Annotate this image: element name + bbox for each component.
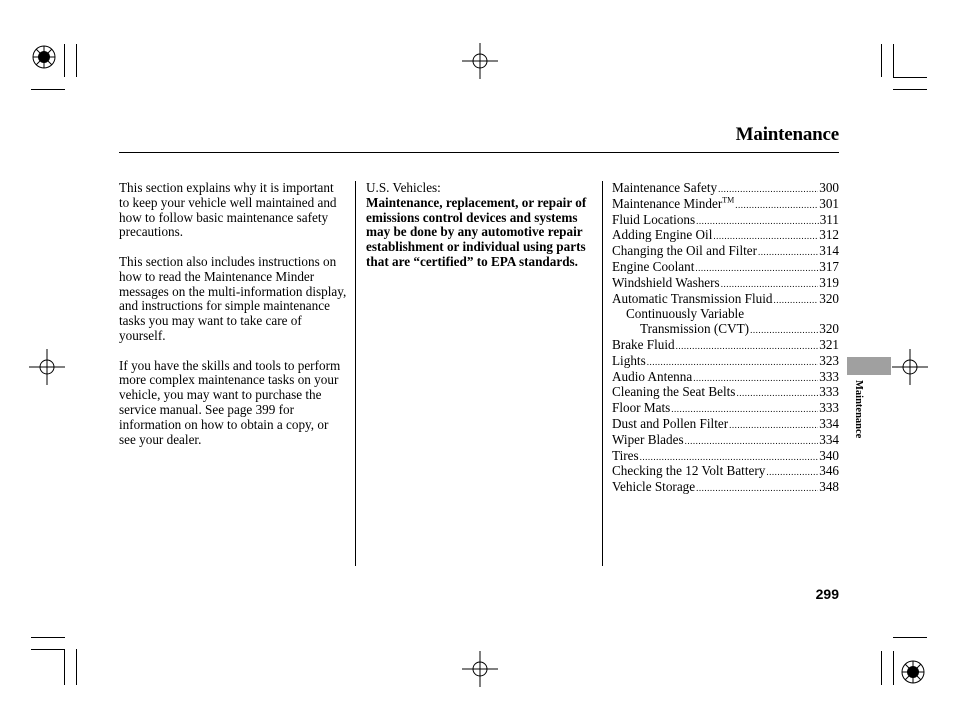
toc-page: 320 <box>819 290 839 306</box>
toc-page: 317 <box>819 258 839 274</box>
section-tab <box>847 357 891 375</box>
trademark-mark: TM <box>722 195 735 205</box>
toc-page: 334 <box>819 431 839 447</box>
page-title: Maintenance <box>735 124 839 145</box>
toc-page: 300 <box>819 180 839 195</box>
intro-paragraph: This section also includes instructions on how to read the Maintenance Minder messages on the multi-information display, and instructions for simple maintenance tasks you may want to take care of yourself. <box>119 253 347 343</box>
toc-item[interactable] <box>612 433 839 449</box>
section-side-label: Maintenance <box>853 380 864 439</box>
intro-paragraph: This section explains why it is important to keep your vehicle well maintained and how to follow basic maintenance safety precautions. <box>119 180 337 240</box>
toc-label: Wiper Blades <box>612 431 684 447</box>
toc-item[interactable] <box>612 417 839 433</box>
toc-item[interactable] <box>612 464 839 480</box>
toc-item[interactable] <box>612 276 839 292</box>
toc-page: 314 <box>819 243 839 259</box>
toc-label: Maintenance Minder <box>612 195 723 211</box>
toc-label: Changing the Oil and Filter <box>612 243 758 259</box>
table-of-contents <box>612 181 839 496</box>
title-rule <box>119 152 839 153</box>
starburst-icon <box>33 46 55 68</box>
toc-page: 301 <box>819 195 839 211</box>
toc-page: 321 <box>819 336 839 352</box>
toc-item[interactable] <box>612 292 839 308</box>
intro-column <box>119 181 347 462</box>
toc-item[interactable] <box>612 213 839 229</box>
toc-label: Continuously Variable <box>626 306 745 322</box>
toc-page: 311 <box>819 211 839 227</box>
toc-label: Automatic Transmission Fluid <box>612 290 773 306</box>
toc-label: Maintenance Safety <box>612 180 718 195</box>
column-divider <box>355 181 356 566</box>
toc-item[interactable] <box>612 244 839 260</box>
toc-label: Fluid Locations <box>612 211 696 227</box>
notice-heading: U.S. Vehicles: <box>366 180 441 195</box>
toc-page: 312 <box>819 227 839 243</box>
toc-label: Vehicle Storage <box>612 479 696 495</box>
toc-page: 333 <box>819 400 839 416</box>
toc-item <box>612 307 839 322</box>
crosshair-icon <box>29 349 65 385</box>
toc-item[interactable] <box>612 197 839 213</box>
toc-label: Engine Coolant <box>612 258 695 274</box>
toc-page: 340 <box>819 447 839 463</box>
toc-page: 323 <box>819 352 839 368</box>
starburst-icon <box>902 661 924 683</box>
toc-label: Floor Mats <box>612 400 671 416</box>
toc-label: Brake Fluid <box>612 336 675 352</box>
toc-item[interactable] <box>612 449 839 465</box>
crosshair-icon <box>462 651 498 687</box>
toc-label: Adding Engine Oil <box>612 227 713 243</box>
toc-label: Lights <box>612 352 646 368</box>
toc-label: Dust and Pollen Filter <box>612 415 729 431</box>
toc-page: 320 <box>819 321 839 337</box>
toc-label: Transmission (CVT) <box>640 321 750 337</box>
toc-label: Cleaning the Seat Belts <box>612 384 736 400</box>
toc-item[interactable] <box>612 260 839 276</box>
toc-item[interactable] <box>612 322 839 338</box>
toc-label: Audio Antenna <box>612 368 693 384</box>
toc-item[interactable] <box>612 338 839 354</box>
emissions-notice <box>366 181 596 270</box>
toc-page: 346 <box>819 463 839 479</box>
toc-label: Windshield Washers <box>612 274 720 290</box>
toc-item[interactable] <box>612 370 839 386</box>
toc-item[interactable] <box>612 480 839 496</box>
toc-label: Tires <box>612 447 639 463</box>
toc-page: 348 <box>819 479 839 495</box>
intro-paragraph: If you have the skills and tools to perform more complex maintenance tasks on your vehicle, you may want to purchase the service manual. See page 399 for information on how to obtain a copy, or see your dealer. <box>119 357 341 447</box>
toc-page: 333 <box>819 368 839 384</box>
crosshair-icon <box>462 43 498 79</box>
column-divider <box>602 181 603 566</box>
page-number: 299 <box>815 586 839 602</box>
notice-text: Maintenance, replacement, or repair of emissions control devices and systems may be done by any automotive repair establishment or individual using parts that are “certified” to EPA standards. <box>366 194 587 269</box>
toc-item[interactable] <box>612 385 839 401</box>
toc-item[interactable] <box>612 228 839 244</box>
toc-item[interactable] <box>612 354 839 370</box>
crosshair-icon <box>892 349 928 385</box>
toc-page: 333 <box>819 384 839 400</box>
toc-page: 334 <box>819 415 839 431</box>
toc-label: Checking the 12 Volt Battery <box>612 463 766 479</box>
toc-page: 319 <box>819 274 839 290</box>
toc-item[interactable] <box>612 401 839 417</box>
